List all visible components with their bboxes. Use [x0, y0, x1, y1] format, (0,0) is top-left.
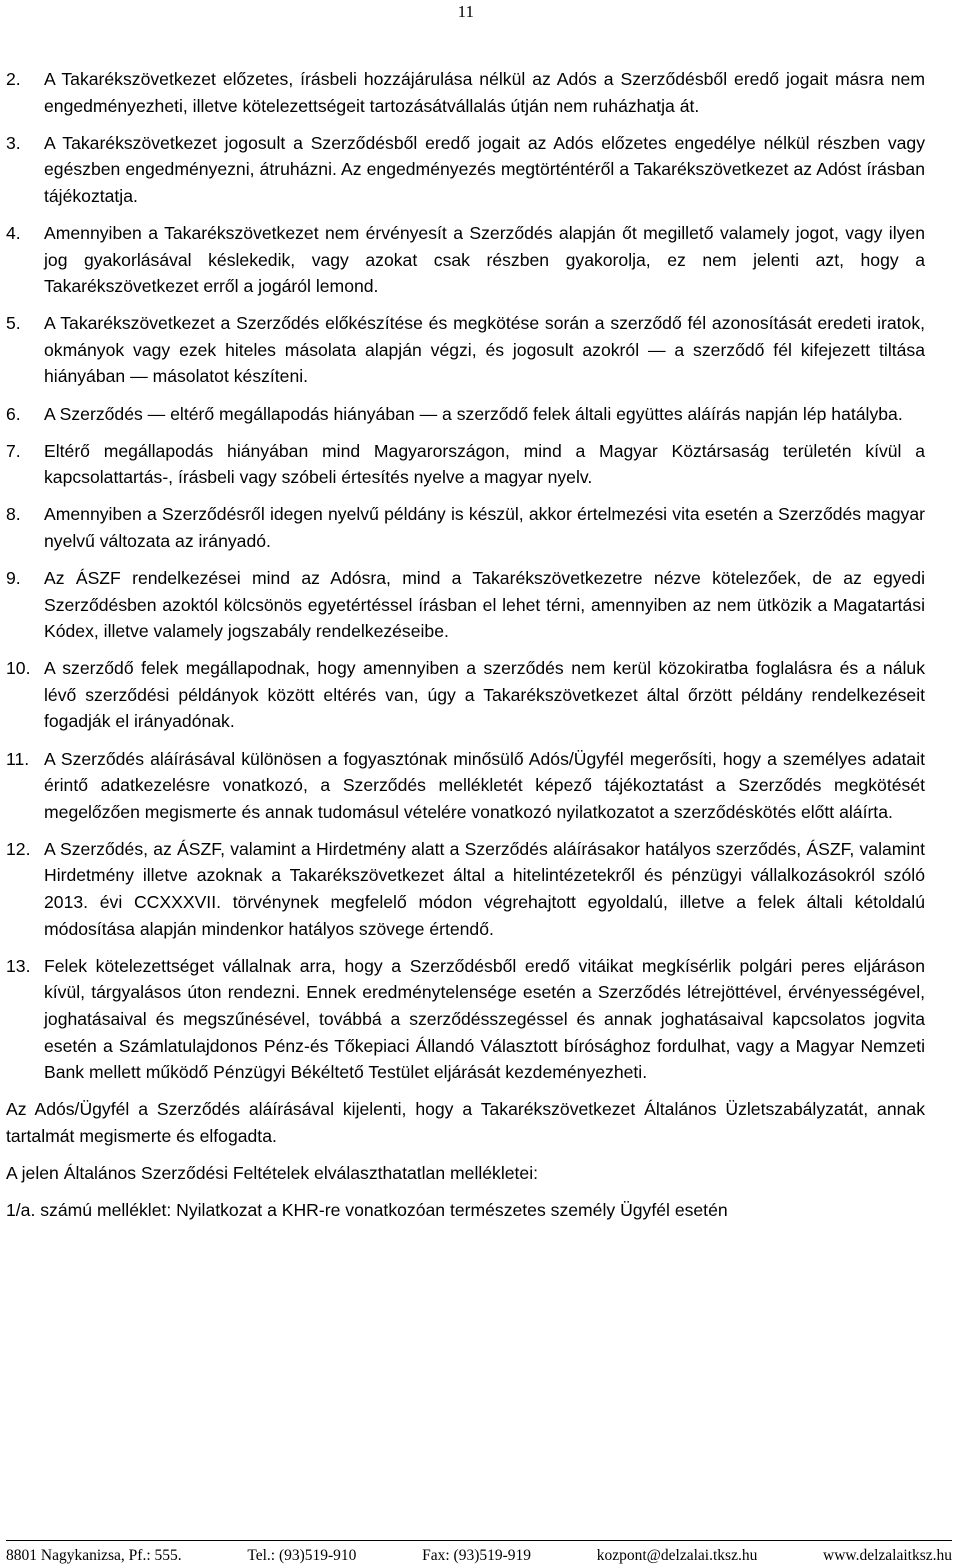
clause-text: A Szerződés, az ÁSZF, valamint a Hirdetmény alatt a Szerződés aláírásakor hatályos szerződés, ÁSZF, valamint Hirdetmény illetve azoknak a Takarékszövetkezet által a hitelintézetekről és pénzügyi vállalkozásokról szóló 2013. évi CCXXXVII. törvénynek megfelelő módon végrehajtott egyoldalú, illetve a felek általi kétoldalú módosítása alapján mindenkor hatályos szövege értendő. [44, 838, 925, 939]
clause-text: Amennyiben a Takarékszövetkezet nem érvényesít a Szerződés alapján őt megillető valamely jogot, vagy ilyen jog gyakorlásával késlekedik, vagy azokat csak részben gyakorolja, ez nem jelenti azt, hogy a Takarékszövetkezet erről a jogáról lemond. [44, 222, 925, 297]
clause-text: A Takarékszövetkezet jogosult a Szerződésből eredő jogait az Adós előzetes engedélye nélkül részben vagy egészben engedményezni, átruházni. Az engedményezés megtörténtéről a Takarékszövetkezet az Adóst írásban tájékoztatja. [44, 132, 925, 206]
clause-number: 10. [6, 658, 31, 679]
footer-web: www.delzalaitksz.hu [823, 1547, 952, 1564]
clause-item [6, 655, 925, 735]
clause-number: 9. [6, 568, 21, 588]
clause-number: 7. [6, 440, 21, 461]
clause-item [6, 66, 925, 119]
clause-text: A Szerződés aláírásával különösen a fogyasztónak minősülő Adós/Ügyfél megerősíti, hogy a személyes adatait érintő adatkezelésre vonatkozó, a Szerződés mellékletét képező tájékoztatást a Szerződés megkötését megelőzően megismerte és annak tudomásul vételére vonatkozó nyilatkozatot a szerződéskötés előtt aláírta. [44, 748, 925, 822]
footer-email: kozpont@delzalai.tksz.hu [596, 1547, 758, 1564]
footer-address: 8801 Nagykanizsa, Pf.: 555. [6, 1547, 182, 1564]
clause-item [6, 953, 925, 1086]
clause-number: 2. [6, 69, 21, 89]
clause-item [6, 220, 925, 300]
clause-text: A Szerződés — eltérő megállapodás hiányában — a szerződő felek általi együttes aláírás napján lép hatályba. [44, 403, 903, 424]
clause-number: 13. [6, 955, 31, 976]
annex-heading: A jelen Általános Szerződési Feltételek elválaszthatatlan mellékletei: [6, 1162, 539, 1183]
clause-text: Felek kötelezettséget vállalnak arra, hogy a Szerződésből eredő vitáikat megkísérlik polgári peres eljáráson kívül, tárgyalásos úton rendezni. Ennek eredménytelensége esetén a Szerződés létrejöttével, érvényességével, joghatásaival és megszűnésével, továbbá a szerződésszegéssel és annak joghatásaival kapcsolatos jogvita esetén a Számlatulajdonos Pénz-és Tőkepiaci Állandó Választott bírósághoz fordulhat, vagy a Magyar Nemzeti Bank mellett működő Pénzügyi Békéltető Testület eljárását kezdeményezheti. [44, 955, 925, 1083]
annex-item: 1/a. számú melléklet: Nyilatkozat a KHR-re vonatkozóan természetes személy Ügyfél esetén [6, 1199, 728, 1220]
clause-number: 12. [6, 838, 31, 859]
clause-number: 4. [6, 222, 21, 243]
footer-fax: Fax: (93)519-919 [422, 1547, 532, 1564]
clause-item [6, 501, 925, 554]
clause-text: A Takarékszövetkezet előzetes, írásbeli hozzájárulása nélkül az Adós a Szerződésből eredő jogait másra nem engedményezheti, illetve kötelezettségeit tartozásátvállalás útján nem ruházhatja át. [44, 69, 925, 116]
clause-text: A szerződő felek megállapodnak, hogy amennyiben a szerződés nem kerül közokiratba foglalásra és a náluk lévő szerződési példányok között eltérés van, úgy a Takarékszövetkezet által őrzött példány rendelkezéseit fogadják el irányadónak. [44, 658, 925, 732]
clause-number: 3. [6, 132, 21, 153]
clause-item [6, 746, 925, 826]
clause-item [6, 836, 925, 942]
clause-number: 8. [6, 504, 21, 525]
clause-item [6, 565, 925, 645]
clause-text: Eltérő megállapodás hiányában mind Magyarországon, mind a Magyar Köztársaság területén kívül a kapcsolattartás-, írásbeli vagy szóbeli értesítés nyelve a magyar nyelv. [44, 440, 925, 488]
clause-text: Amennyiben a Szerződésről idegen nyelvű példány is készül, akkor értelmezési vita esetén a Szerződés magyar nyelvű változata az irányadó. [44, 504, 925, 551]
closing-paragraph: Az Adós/Ügyfél a Szerződés aláírásával kijelenti, hogy a Takarékszövetkezet Általános Üzletszabályzatát, annak tartalmát megismerte és elfogadta. [6, 1099, 925, 1146]
clause-item [6, 310, 925, 390]
page-number: 11 [457, 2, 474, 21]
clause-number: 5. [6, 313, 21, 334]
clause-number: 11. [6, 748, 30, 769]
page-footer [6, 1540, 952, 1566]
document-body [6, 66, 925, 1234]
clause-item [6, 130, 925, 210]
clause-text: Az ÁSZF rendelkezései mind az Adósra, mind a Takarékszövetkezetre nézve kötelezőek, de az egyedi Szerződésben azoktól kölcsönös egyetértéssel írásban el lehet térni, amennyiben az nem ütközik a Magatartási Kódex, illetve valamely jogszabály rendelkezéseibe. [44, 568, 925, 642]
clause-number: 6. [6, 403, 21, 424]
clause-item [6, 438, 925, 491]
footer-tel: Tel.: (93)519-910 [247, 1547, 357, 1564]
clause-text: A Takarékszövetkezet a Szerződés előkészítése és megkötése során a szerződő fél azonosítását eredeti iratok, okmányok vagy ezek hiteles másolata alapján végzi, és jogosult azokról — a szerződő fél kifejezett tiltása hiányában — másolatot készíteni. [44, 313, 925, 387]
clause-item [6, 401, 925, 428]
